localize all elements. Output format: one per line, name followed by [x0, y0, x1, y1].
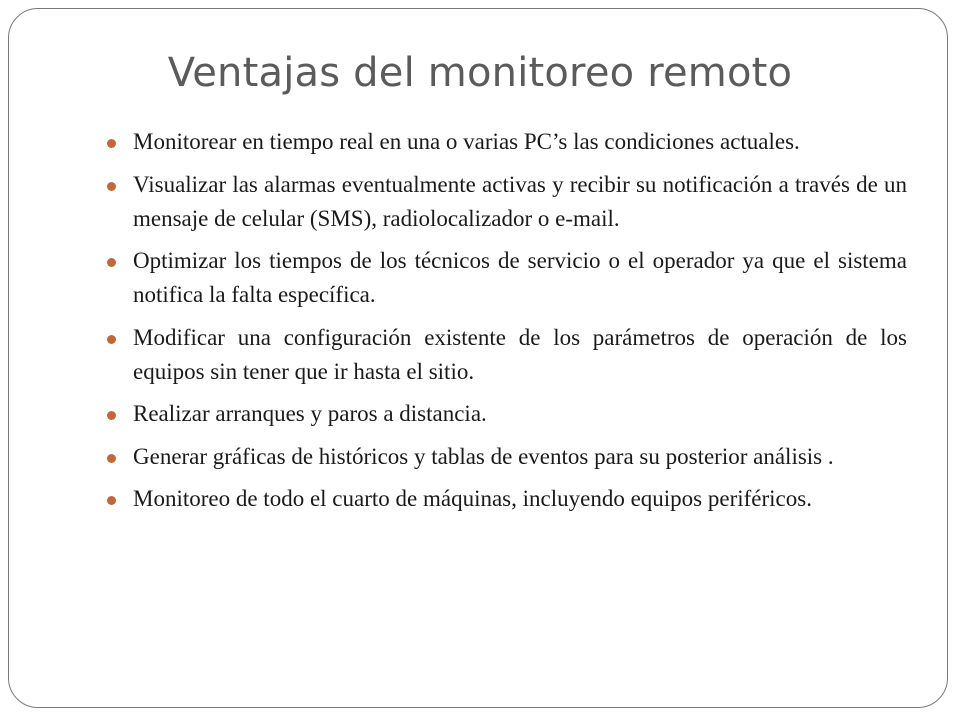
bullet-dot-icon: [107, 411, 116, 420]
bullet-text: Monitorear en tiempo real en una o varias PC’s las condiciones actuales.: [133, 129, 800, 154]
bullet-dot-icon: [107, 496, 116, 505]
bullet-dot-icon: [107, 139, 116, 148]
bullet-text: Monitoreo de todo el cuarto de máquinas, incluyendo equipos periféricos.: [133, 486, 812, 511]
bullet-dot-icon: [107, 182, 116, 191]
list-item: [107, 482, 907, 516]
bullet-text: Modificar una configuración existente de los parámetros de operación de los equipos sin tener que ir hasta el sitio.: [133, 324, 907, 384]
list-item: [107, 397, 907, 431]
bullet-dot-icon: [107, 258, 116, 267]
list-item: [107, 244, 907, 312]
bullet-text: Realizar arranques y paros a distancia.: [133, 401, 487, 426]
bullet-text: Visualizar las alarmas eventualmente activas y recibir su notificación a través de un mensaje de celular (SMS), radiolocalizador o e-mail.: [133, 171, 907, 231]
list-item: [107, 125, 907, 159]
slide-title: Ventajas del monitoreo remoto: [167, 50, 793, 96]
bullet-list: [107, 125, 907, 525]
bullet-dot-icon: [107, 454, 116, 463]
bullet-text: Generar gráficas de históricos y tablas de eventos para su posterior análisis .: [133, 443, 834, 469]
list-item: [107, 168, 907, 236]
bullet-dot-icon: [107, 335, 116, 344]
bullet-text: Optimizar los tiempos de los técnicos de servicio o el operador ya que el sistema notifica la falta específica.: [133, 248, 907, 307]
list-item: [107, 440, 907, 474]
list-item: [107, 321, 907, 389]
